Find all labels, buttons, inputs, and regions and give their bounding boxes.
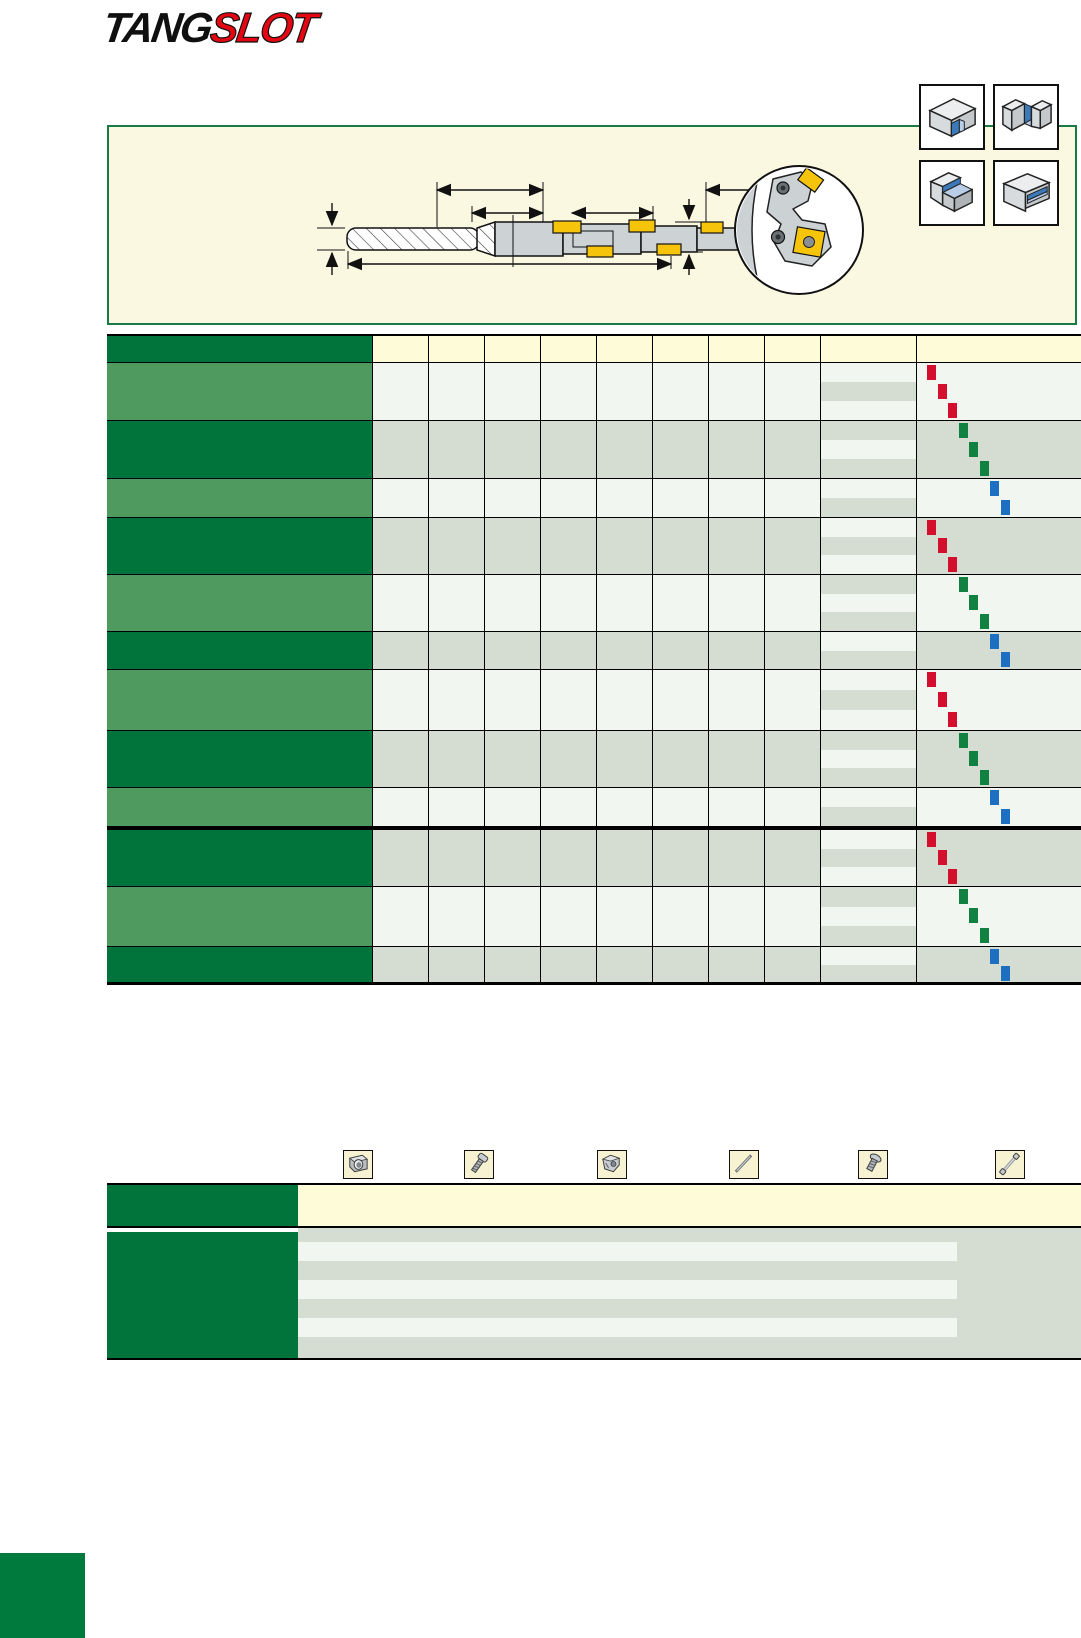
data-cell [597,479,653,517]
data-cell [765,479,821,517]
sub-row-stripe [821,807,916,826]
sub-row-stripe [821,690,916,710]
table-row [107,826,1081,886]
sub-row-stripe [821,830,916,849]
sub-row-stripe [821,651,916,670]
sub-row-stripe [821,421,916,440]
sub-row-stripe [821,575,916,594]
data-cell [597,670,653,730]
page-corner-marker [0,1553,85,1638]
insert-mark-red [927,520,936,535]
bottom-body-area [298,1228,1081,1358]
insert-mark-red [948,557,957,572]
data-cell [485,518,541,574]
row-header-cell [107,479,373,517]
data-cell [709,363,765,420]
insert-size-cell [917,947,1081,982]
side-undercut-graphic [995,162,1057,224]
data-cell [709,421,765,478]
header-cell [765,336,821,362]
data-cell [541,788,597,826]
insert-mark-red [938,538,947,553]
bottom-stripe [298,1242,957,1261]
data-cell [597,575,653,631]
data-cell [541,575,597,631]
table-row [107,574,1081,631]
data-cell [709,670,765,730]
sub-row-cell [821,479,917,517]
data-cell [485,947,541,982]
table-row [107,946,1081,982]
bottom-header-area [298,1185,1081,1226]
data-cell [373,575,429,631]
data-cell [429,421,485,478]
data-cell [485,632,541,669]
data-cell [709,575,765,631]
header-row [107,336,1081,362]
bottom-table-header [107,1183,1081,1228]
header-cell [541,336,597,362]
sub-row-cell [821,421,917,478]
insert-mark-green [980,614,989,629]
data-cell [541,670,597,730]
row-header-cell [107,575,373,631]
table-row [107,478,1081,517]
data-cell [653,788,709,826]
data-cell [597,788,653,826]
data-cell [653,518,709,574]
sub-row-stripe [821,887,916,907]
bottom-header-row-cell [107,1185,298,1226]
table-row [107,420,1081,478]
data-cell [429,887,485,946]
sub-row-stripe [821,632,916,651]
data-cell [597,887,653,946]
data-cell [429,731,485,787]
data-cell [765,421,821,478]
insert-mark-green [969,442,978,457]
header-cell [429,336,485,362]
insert-mark-blue [1001,809,1010,824]
data-cell [597,947,653,982]
data-cell [597,632,653,669]
insert-mark-green [959,577,968,592]
insert-mark-green [969,751,978,766]
data-cell [373,731,429,787]
header-cell [709,336,765,362]
clamp-screw-icon [464,1150,494,1179]
sub-row-stripe [821,849,916,868]
insert-size-cell [917,887,1081,946]
corner-groove-graphic [921,86,983,148]
insert-mark-red [938,384,947,399]
data-cell [429,518,485,574]
data-cell [541,830,597,886]
sub-row-stripe [821,750,916,769]
sub-row-cell [821,632,917,669]
data-cell [373,421,429,478]
bottom-stripe [298,1261,957,1280]
insert-size-cell [917,421,1081,478]
data-cell [653,830,709,886]
sub-row-stripe [821,947,916,965]
insert-mark-red [938,850,947,865]
sub-row-cell [821,670,917,730]
data-cell [541,479,597,517]
bottom-stripe [298,1299,957,1318]
data-cell [485,887,541,946]
sub-row-cell [821,731,917,787]
row-header-cell [107,363,373,420]
bottom-table-body [107,1228,1081,1360]
sub-row-stripe [821,479,916,498]
data-cell [541,518,597,574]
sub-row-stripe [821,731,916,750]
main-table [107,334,1081,985]
data-cell [653,947,709,982]
data-cell [597,830,653,886]
sub-row-cell [821,518,917,574]
insert-mark-red [948,869,957,884]
insert-size-cell [917,518,1081,574]
row-header-cell [107,788,373,826]
sub-row-stripe [821,594,916,613]
data-cell [709,887,765,946]
insert-size-cell [917,632,1081,669]
insert-mark-green [959,423,968,438]
logo-part-red: SLOT [207,4,319,51]
insert-mark-blue [1001,652,1010,667]
data-cell [373,887,429,946]
step-shoulder-graphic [921,162,983,224]
header-cell [597,336,653,362]
sub-row-stripe [821,440,916,459]
row-header-cell [107,830,373,886]
header-cell [653,336,709,362]
data-cell [541,421,597,478]
insert-size-cell [917,731,1081,787]
data-cell [485,575,541,631]
insert-mark-blue [990,790,999,805]
data-cell [653,421,709,478]
sub-row-cell [821,887,917,946]
data-cell [373,479,429,517]
insert-screw-icon [858,1150,888,1179]
data-cell [765,947,821,982]
pin-icon [729,1150,759,1179]
sub-row-cell [821,575,917,631]
insert-size-cell [917,363,1081,420]
sub-row-stripe [821,768,916,787]
insert-size-cell [917,670,1081,730]
data-cell [765,731,821,787]
data-cell [709,632,765,669]
insert-mark-red [927,832,936,847]
header-cell [373,336,429,362]
data-cell [373,788,429,826]
sub-row-cell [821,363,917,420]
data-cell [597,421,653,478]
sub-row-cell [821,830,917,886]
table-row [107,730,1081,787]
sub-row-cell [821,788,917,826]
sub-row-stripe [821,537,916,556]
data-cell [709,518,765,574]
table-row [107,631,1081,669]
table-row [107,669,1081,730]
data-cell [429,632,485,669]
insert-mark-green [980,928,989,943]
data-cell [485,830,541,886]
brand-logo [100,4,319,52]
cartridge-icon [597,1150,627,1179]
data-cell [765,575,821,631]
insert-mark-blue [990,949,999,964]
sub-row-stripe [821,788,916,807]
data-cell [429,788,485,826]
sub-row-stripe [821,555,916,574]
table-row [107,362,1081,420]
data-cell [373,363,429,420]
sub-row-stripe [821,363,916,382]
insert-mark-red [927,672,936,687]
data-cell [373,518,429,574]
data-cell [597,363,653,420]
insert-size-cell [917,830,1081,886]
insert-mark-blue [990,634,999,649]
bottom-stripe [298,1228,957,1242]
insert-size-cell [917,575,1081,631]
row-header-cell [107,518,373,574]
sub-row-stripe [821,459,916,478]
data-cell [597,731,653,787]
sub-row-cell [821,947,917,982]
row-header-cell [107,670,373,730]
table-row [107,517,1081,574]
data-cell [709,788,765,826]
data-cell [485,479,541,517]
data-cell [429,830,485,886]
sub-row-stripe [821,498,916,517]
data-cell [765,670,821,730]
sub-row-stripe [821,867,916,886]
data-cell [709,830,765,886]
corner-groove-block-icon [919,84,985,150]
torx-key-icon [995,1150,1025,1179]
sub-row-stripe [821,907,916,927]
data-cell [765,887,821,946]
row-header-cell [107,947,373,982]
sub-row-stripe [821,965,916,983]
data-cell [765,788,821,826]
insert-mark-green [980,461,989,476]
row-header-cell [107,336,373,362]
data-cell [485,363,541,420]
deep-slot-block-icon [993,84,1059,150]
bottom-stripe [298,1337,957,1358]
data-cell [541,632,597,669]
sub-row-stripe [821,382,916,401]
deep-slot-graphic [995,86,1057,148]
sub-row-stripe [821,710,916,730]
header-cell [821,336,917,362]
sub-row-stripe [821,518,916,537]
data-cell [429,947,485,982]
data-cell [541,731,597,787]
insert-mark-red [948,403,957,418]
data-cell [597,518,653,574]
data-cell [541,887,597,946]
data-cell [709,479,765,517]
data-cell [485,421,541,478]
data-cell [373,830,429,886]
insert-mark-blue [990,481,999,496]
data-cell [709,947,765,982]
data-cell [485,670,541,730]
data-cell [709,731,765,787]
data-cell [373,632,429,669]
insert-mark-green [980,770,989,785]
insert-mark-green [959,733,968,748]
data-cell [653,575,709,631]
step-shoulder-block-icon [919,160,985,226]
data-cell [541,947,597,982]
data-cell [653,670,709,730]
data-cell [373,670,429,730]
header-cell [917,336,1081,362]
data-cell [429,479,485,517]
row-header-cell [107,632,373,669]
data-cell [653,479,709,517]
bottom-body-row-cell [107,1232,298,1358]
logo-part-black: TANG [99,4,215,51]
row-header-cell [107,887,373,946]
data-cell [485,731,541,787]
header-cell [485,336,541,362]
data-cell [653,887,709,946]
sub-row-stripe [821,401,916,420]
insert-mark-red [927,365,936,380]
insert-mark-green [969,908,978,923]
data-cell [429,670,485,730]
insert-size-cell [917,479,1081,517]
insert-mark-green [959,889,968,904]
sub-row-stripe [821,612,916,631]
data-cell [765,632,821,669]
data-cell [765,518,821,574]
insert-mark-green [969,595,978,610]
data-cell [765,363,821,420]
table-row [107,886,1081,946]
bottom-stripe [298,1280,957,1299]
bottom-table [107,1183,1081,1360]
insert-mark-red [948,712,957,727]
sub-row-stripe [821,926,916,946]
data-cell [429,575,485,631]
insert-mark-blue [1001,500,1010,515]
data-cell [429,363,485,420]
data-cell [765,830,821,886]
data-cell [653,632,709,669]
data-cell [485,788,541,826]
insert-clamp-icon [343,1150,373,1179]
data-cell [653,731,709,787]
bottom-stripe [298,1318,957,1337]
data-cell [541,363,597,420]
insert-mark-red [938,692,947,707]
data-cell [653,363,709,420]
side-undercut-block-icon [993,160,1059,226]
table-row [107,787,1081,826]
sub-row-stripe [821,670,916,690]
row-header-cell [107,421,373,478]
insert-size-cell [917,788,1081,826]
insert-mark-blue [1001,966,1010,981]
row-header-cell [107,731,373,787]
data-cell [373,947,429,982]
